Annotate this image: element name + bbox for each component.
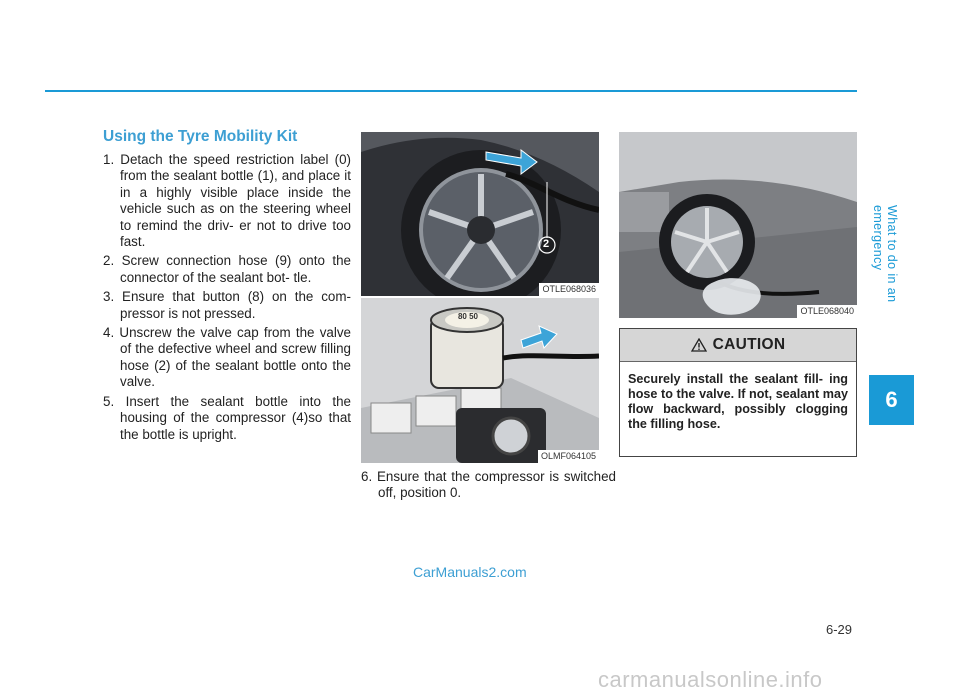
chapter-badge: 6: [869, 375, 914, 425]
step-item: 1. Detach the speed restriction label (0) from the sealant bottle (1), and place it in a highly visible place inside the vehicle such as on the steering wheel to remind the driv- er not to drive too fast.: [103, 152, 351, 250]
warning-triangle-icon: [691, 338, 707, 352]
top-rule: [45, 90, 857, 92]
step-item: 4. Unscrew the valve cap from the valve of the defective wheel and screw filling hose (2) of the sealant bottle onto the valve.: [103, 325, 351, 390]
figure-sealant-compressor: [361, 298, 599, 463]
step-item: 3. Ensure that button (8) on the com- pressor is not pressed.: [103, 289, 351, 321]
chapter-tab-label: What to do in an emergency: [871, 205, 899, 303]
step-item: 6. Ensure that the compressor is switched off, position 0.: [361, 469, 616, 501]
steps-list: [103, 152, 351, 446]
figure-code: OTLE068040: [797, 305, 857, 318]
caution-title: CAUTION: [712, 336, 786, 353]
watermark-text: carmanualsonline.info: [598, 667, 823, 692]
caution-header: [620, 329, 856, 362]
figure-code: OLMF064105: [538, 450, 599, 463]
page-number: 6-29: [826, 622, 853, 637]
compressor-illustration: [361, 298, 599, 463]
figure-car-wheel: [619, 132, 857, 318]
callout-number: 2: [543, 238, 550, 250]
tyre-hose-illustration: [361, 132, 599, 296]
step-item: 5. Insert the sealant bottle into the housing of the compressor (4)so that the bottle is upright.: [103, 393, 351, 442]
gauge-label: 80 50: [457, 312, 479, 321]
watermark-link[interactable]: CarManuals2.com: [413, 564, 527, 580]
figure-code: OTLE068036: [539, 283, 599, 296]
step-item: 2. Screw connection hose (9) onto the connector of the sealant bot- tle.: [103, 253, 351, 285]
caution-text: Securely install the sealant fill- ing hose to the valve. If not, sealant may flow backward, possibly clogging the filling hose.: [628, 372, 848, 431]
section-title: Using the Tyre Mobility Kit: [103, 128, 298, 145]
figure-tyre-hose: [361, 132, 599, 296]
car-wheel-illustration: [619, 132, 857, 318]
caution-box: [619, 328, 857, 457]
